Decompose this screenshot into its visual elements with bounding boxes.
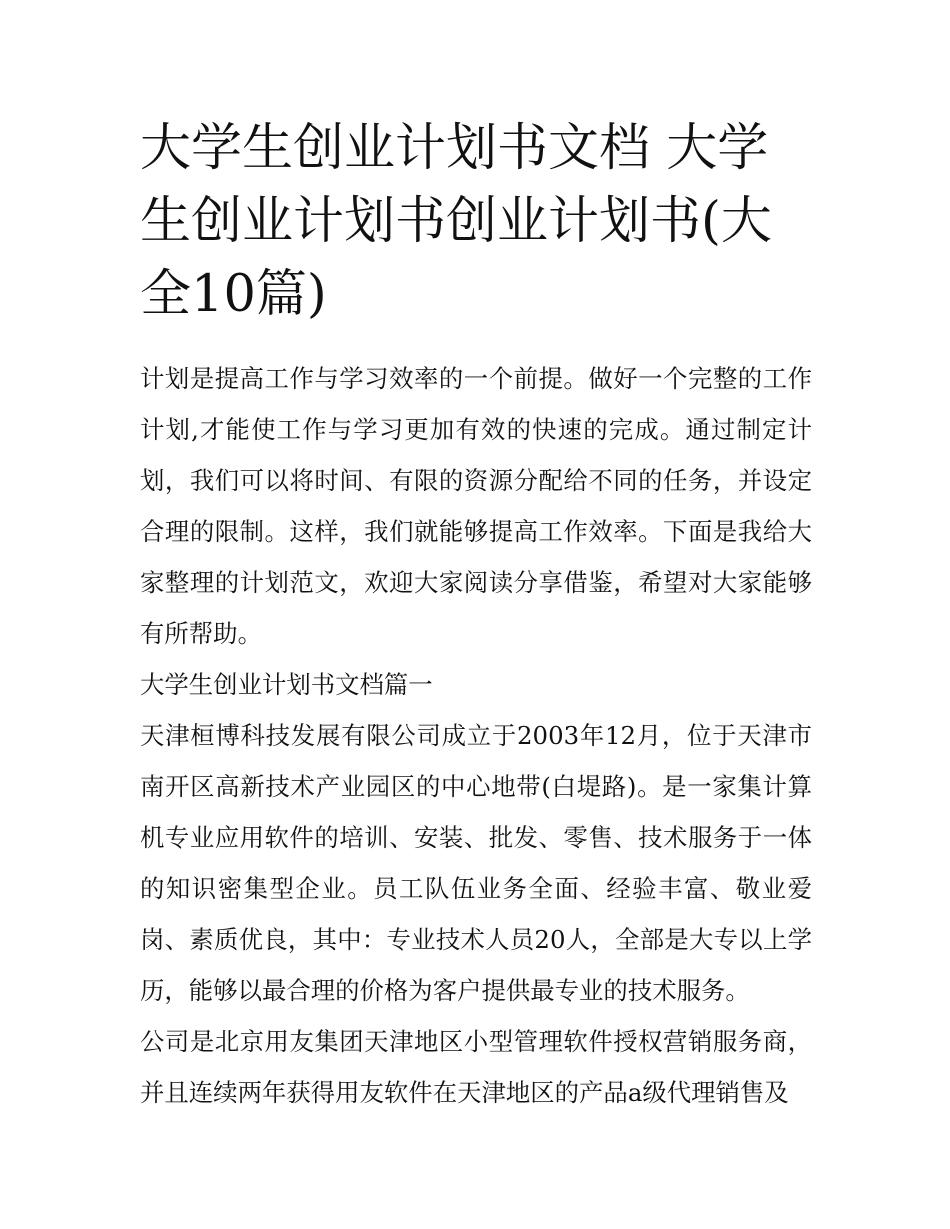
document-title: 大学生创业计划书文档 大学生创业计划书创业计划书(大全10篇) (140, 119, 772, 324)
body-paragraph: 公司是北京用友集团天津地区小型管理软件授权营销服务商，并且连续两年获得用友软件在天津地区的产品a级代理销售及 (140, 1027, 812, 1107)
document-page (140, 112, 812, 1118)
body-paragraph: 天津桓博科技发展有限公司成立于2003年12月，位于天津市南开区高新技术产业园区的中心地带(白堤路)。是一家集计算机专业应用软件的培训、安装、批发、零售、技术服务于一体的知识密集型企业。员工队伍业务全面、经验丰富、敬业爱岗、素质优良，其中：专业技术人员20人，全部是大专以上学历，能够以最合理的价格为客户提供最专业的技术服务。 (140, 721, 812, 1005)
section-heading: 大学生创业计划书文档篇一 (140, 670, 433, 699)
intro-paragraph: 计划是提高工作与学习效率的一个前提。做好一个完整的工作计划,才能使工作与学习更加有效的快速的完成。通过制定计划，我们可以将时间、有限的资源分配给不同的任务，并设定合理的限制。这样，我们就能够提高工作效率。下面是我给大家整理的计划范文，欢迎大家阅读分享借鉴，希望对大家能够有所帮助。 (140, 364, 812, 648)
